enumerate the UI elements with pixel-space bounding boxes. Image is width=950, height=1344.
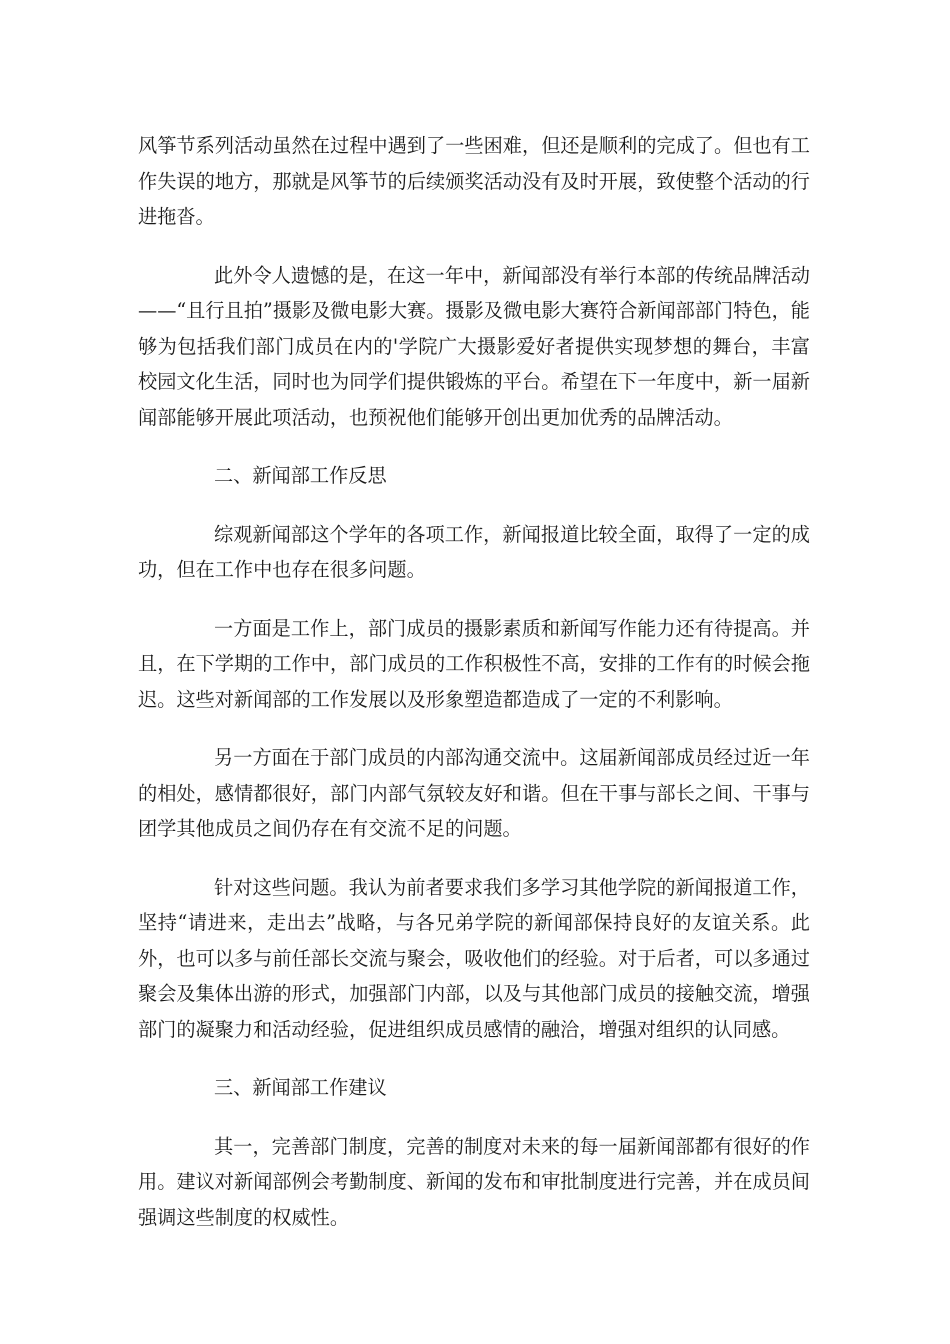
paragraph-communication-aspect: 另一方面在于部门成员的内部沟通交流中。这届新闻部成员经过近一年的相处，感情都很好，部门内部气氛较友好和谐。但在干事与部长之间、干事与团学其他成员之间仍存在有交流不足的问题。 xyxy=(138,746,810,840)
paragraph-solutions: 针对这些问题。我认为前者要求我们多学习其他学院的新闻报道工作，坚持“请进来，走出去”战略，与各兄弟学院的新闻部保持良好的友谊关系。此外，也可以多与前任部长交流与聚会，吸收他们的经验。对于后者，可以多通过聚会及集体出游的形式，加强部门内部，以及与其他部门成员的接触交流，增强部门的凝聚力和活动经验，促进组织成员感情的融洽，增强对组织的认同感。 xyxy=(138,875,810,1041)
document-page xyxy=(138,128,810,1258)
paragraph-suggestion-one: 其一，完善部门制度，完善的制度对未来的每一届新闻部都有很好的作用。建议对新闻部例会考勤制度、新闻的发布和审批制度进行完善，并在成员间强调这些制度的权威性。 xyxy=(138,1134,810,1229)
section-heading-reflection: 二、新闻部工作反思 xyxy=(214,464,387,487)
paragraph-overview: 综观新闻部这个学年的各项工作，新闻报道比较全面，取得了一定的成功，但在工作中也存在很多问题。 xyxy=(138,522,810,581)
section-heading-suggestions: 三、新闻部工作建议 xyxy=(214,1076,387,1099)
paragraph-work-aspect: 一方面是工作上，部门成员的摄影素质和新闻写作能力还有待提高。并且，在下学期的工作中，部门成员的工作积极性不高，安排的工作有的时候会拖迟。这些对新闻部的工作发展以及形象塑造都造成了一定的不利影响。 xyxy=(138,616,810,711)
paragraph-kite-festival: 风筝节系列活动虽然在过程中遇到了一些困难，但还是顺利的完成了。但也有工作失误的地方，那就是风筝节的后续颁奖活动没有及时开展，致使整个活动的行进拖沓。 xyxy=(138,134,810,228)
paragraph-regret-brand-activity: 此外令人遗憾的是，在这一年中，新闻部没有举行本部的传统品牌活动——“且行且拍”摄影及微电影大赛。摄影及微电影大赛符合新闻部部门特色，能够为包括我们部门成员在内的'学院广大摄影爱好者提供实现梦想的舞台，丰富校园文化生活，同时也为同学们提供锻炼的平台。希望在下一年度中，新一届新闻部能够开展此项活动，也预祝他们能够开创出更加优秀的品牌活动。 xyxy=(138,263,810,429)
